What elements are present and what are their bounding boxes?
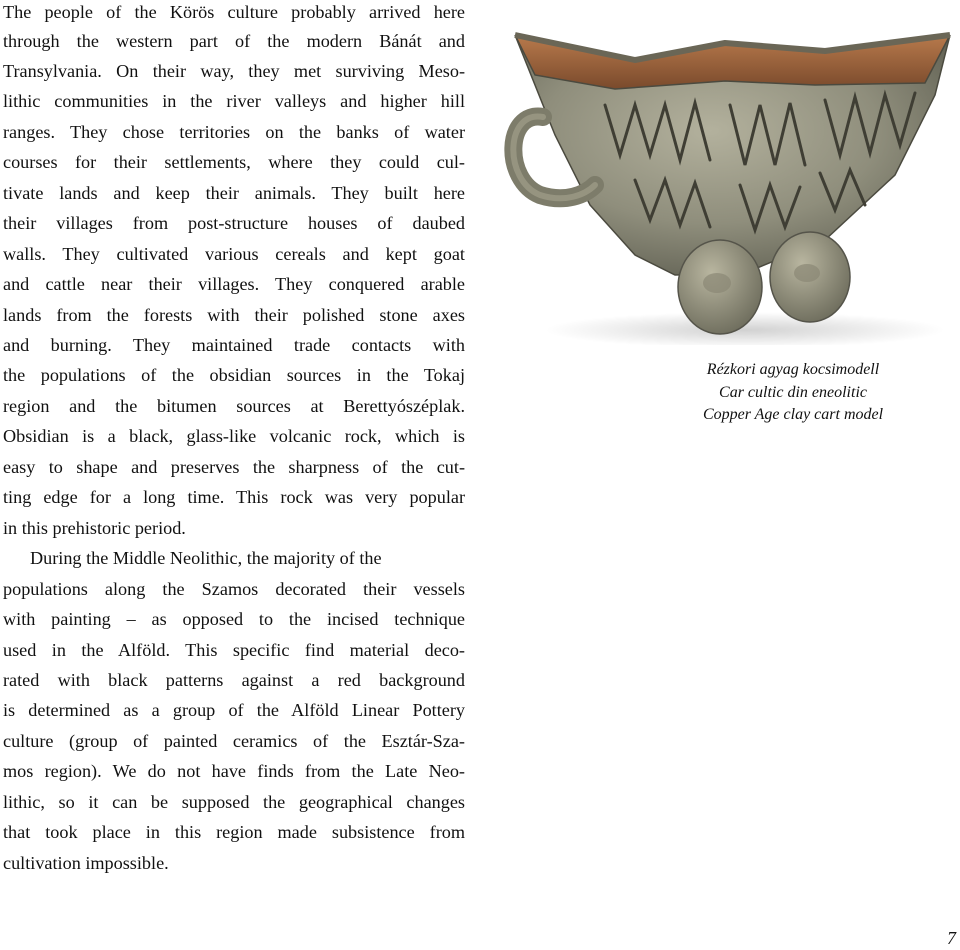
text-line: and cattle near their villages. They conquered arable <box>3 274 465 295</box>
text-line: is determined as a group of the Alföld Linear Pottery <box>3 700 465 721</box>
text-line: with painting – as opposed to the incised technique <box>3 609 465 630</box>
text-line: region and the bitumen sources at Berettyószéplak. <box>3 395 465 416</box>
text-line: The people of the Körös culture probably arrived here <box>3 2 465 22</box>
text-line: through the western part of the modern Bánát and <box>3 30 465 51</box>
cart-wheel-right <box>770 232 850 322</box>
text-line: cultivation impossible. <box>3 852 169 873</box>
caption-romanian: Car cultic din eneolitic <box>719 383 867 401</box>
text-line: courses for their settlements, where they could cul- <box>3 152 465 173</box>
text-line: in this prehistoric period. <box>3 517 186 538</box>
text-line: rated with black patterns against a red background <box>3 670 465 691</box>
paragraph-1 <box>3 0 465 543</box>
text-line: Transylvania. On their way, they met surviving Meso- <box>3 60 465 81</box>
text-line: and burning. They maintained trade contacts with <box>3 335 465 356</box>
text-line: lithic, so it can be supposed the geographical changes <box>3 791 465 812</box>
text-line: ranges. They chose territories on the banks of water <box>3 121 465 142</box>
figure-caption <box>700 359 886 427</box>
text-line: lands from the forests with their polished stone axes <box>3 304 465 325</box>
text-line: mos region). We do not have finds from the Late Neo- <box>3 761 465 782</box>
text-line: culture (group of painted ceramics of the Esztár-Sza- <box>3 730 465 751</box>
text-line: their villages from post-structure houses of daubed <box>3 213 465 234</box>
text-line: tivate lands and keep their animals. They built here <box>3 182 465 203</box>
text-line: that took place in this region made subsistence from <box>3 822 465 843</box>
page-number: 7 <box>947 928 956 948</box>
body-text-column <box>3 0 465 878</box>
paragraph-2 <box>3 543 465 878</box>
text-line: lithic communities in the river valleys and higher hill <box>3 91 465 112</box>
text-line: the populations of the obsidian sources in the Tokaj <box>3 365 465 386</box>
text-line: populations along the Szamos decorated their vessels <box>3 578 465 599</box>
clay-cart-model-photo <box>495 5 955 345</box>
text-line: Obsidian is a black, glass-like volcanic rock, which is <box>3 426 465 447</box>
caption-hungarian: Rézkori agyag kocsimodell <box>706 361 880 378</box>
text-line: easy to shape and preserves the sharpness of the cut- <box>3 456 465 477</box>
text-line: During the Middle Neolithic, the majority of the <box>30 548 382 569</box>
text-line: walls. They cultivated various cereals and kept goat <box>3 243 465 264</box>
cart-wheel-left <box>678 240 762 334</box>
text-line: ting edge for a long time. This rock was very popular <box>3 487 465 508</box>
caption-english: Copper Age clay cart model <box>702 406 884 423</box>
text-line: used in the Alföld. This specific find material deco- <box>3 639 465 660</box>
